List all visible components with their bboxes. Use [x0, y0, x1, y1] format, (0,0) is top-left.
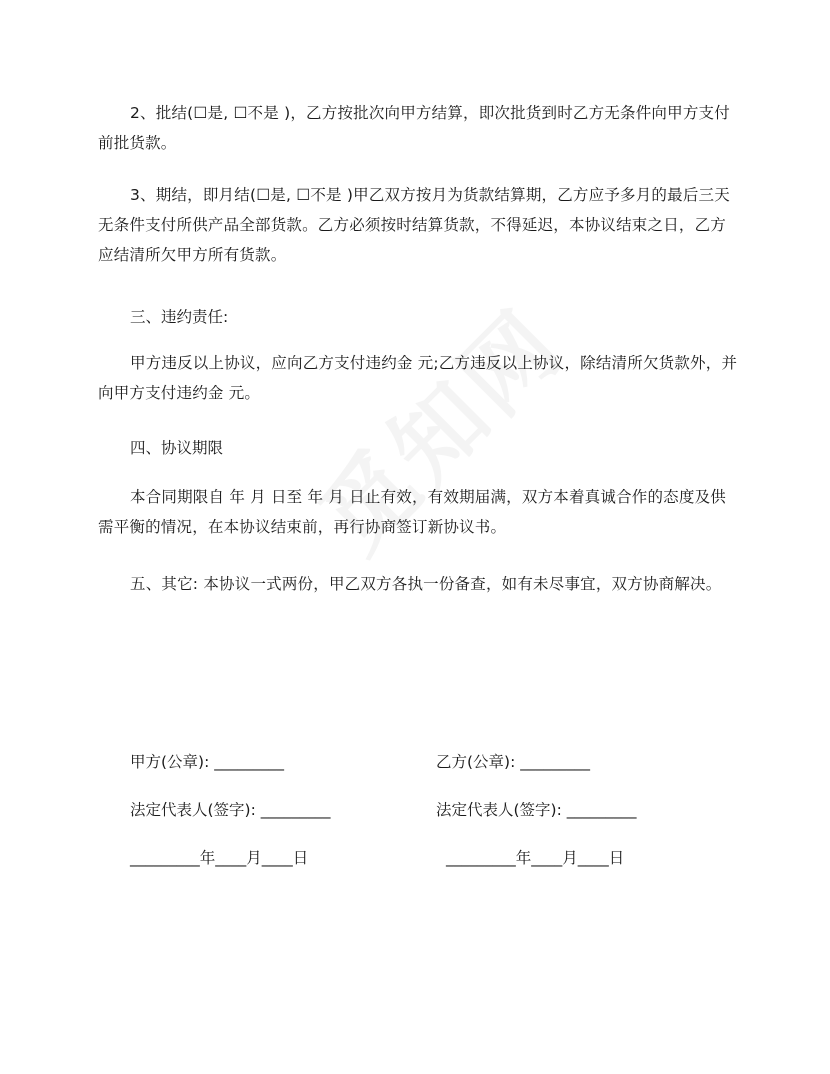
party-a-date: _________年____月____日 — [130, 849, 309, 867]
party-a-representative: 法定代表人(签字): _________ — [130, 801, 331, 819]
clause-3: 3、期结，即月结(☐是, ☐不是 )甲乙双方按月为货款结算期，乙方应予多月的最后三天无条件支付所供产品全部货款。乙方必须按时结算货款，不得延迟，本协议结束之日，乙方应结清所欠甲方所有货款。 — [98, 186, 730, 264]
section-5-body: 五、其它: 本协议一式两份，甲乙双方各执一份备查，如有未尽事宜，双方协商解决。 — [130, 575, 722, 593]
party-b-seal: 乙方(公章): _________ — [436, 753, 590, 771]
party-b-representative: 法定代表人(签字): _________ — [436, 801, 637, 819]
section-4-body: 本合同期限自 年 月 日至 年 月 日止有效，有效期届满，双方本着真诚合作的态度及供需平衡的情况，在本协议结束前，再行协商签订新协议书。 — [98, 488, 726, 536]
clause-2: 2、批结(☐是, ☐不是 )，乙方按批次向甲方结算，即次批货到时乙方无条件向甲方支付前批货款。 — [98, 104, 730, 152]
section-4-heading: 四、协议期限 — [130, 439, 224, 457]
section-3-body: 甲方违反以上协议，应向乙方支付违约金 元;乙方违反以上协议，除结清所欠货款外，并向甲方支付违约金 元。 — [98, 354, 738, 402]
party-a-seal: 甲方(公章): _________ — [130, 753, 284, 771]
section-3-heading: 三、违约责任: — [130, 308, 229, 326]
party-b-date: _________年____月____日 — [446, 849, 625, 867]
